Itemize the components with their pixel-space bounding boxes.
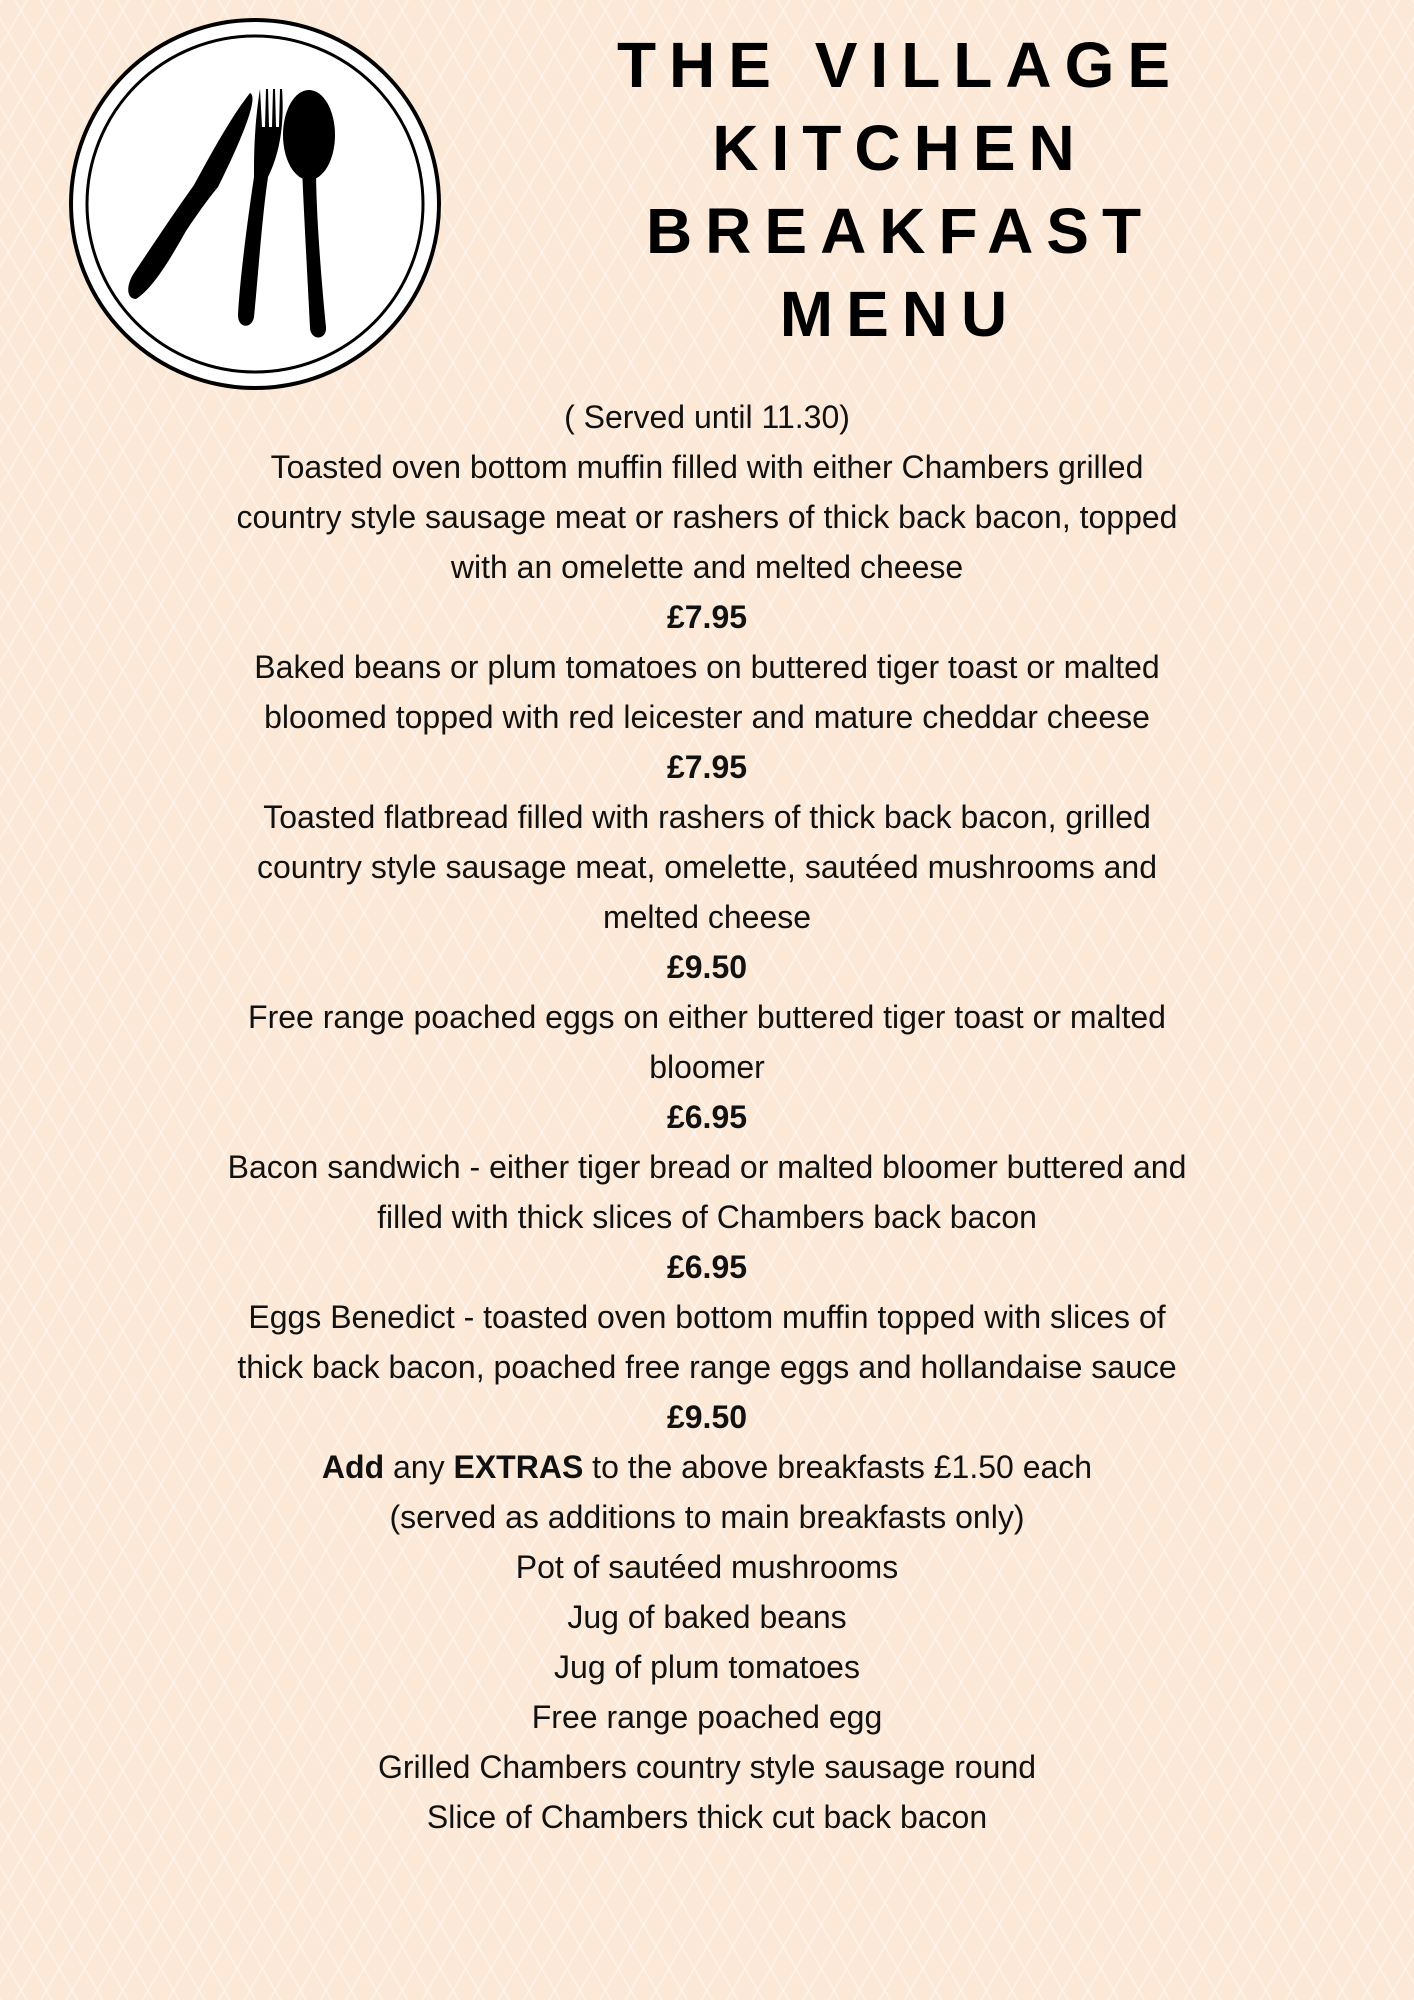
item-description: Baked beans or plum tomatoes on buttered tiger toast or malted [254, 649, 1160, 685]
item-description: bloomed topped with red leicester and mature cheddar cheese [264, 699, 1150, 735]
menu-item [107, 792, 1307, 992]
extra-item: Slice of Chambers thick cut back bacon [426, 1799, 988, 1835]
item-description: Eggs Benedict - toasted oven bottom muffin topped with slices of [248, 1299, 1166, 1335]
title-line: THE VILLAGE [616, 29, 1184, 101]
item-description: melted cheese [602, 899, 812, 935]
extras-add: Add [321, 1449, 385, 1485]
menu-item [107, 442, 1307, 642]
extra-item: Grilled Chambers country style sausage round [377, 1749, 1037, 1785]
title-line: MENU [779, 278, 1021, 350]
item-description: Toasted oven bottom muffin filled with either Chambers grilled [270, 449, 1144, 485]
cutlery-plate-logo [68, 17, 442, 391]
menu-item [107, 642, 1307, 792]
item-price: £7.95 [666, 599, 748, 635]
item-price: £6.95 [666, 1099, 748, 1135]
menu-item [107, 992, 1307, 1142]
item-price: £6.95 [666, 1249, 748, 1285]
item-description: Free range poached eggs on either buttered tiger toast or malted [248, 999, 1166, 1035]
item-description: bloomer [649, 1049, 765, 1085]
item-price: £9.50 [666, 1399, 748, 1435]
item-price: £9.50 [666, 949, 748, 985]
menu-item [107, 1292, 1307, 1442]
item-description: country style sausage meat, omelette, sautéed mushrooms and [256, 849, 1158, 885]
extra-item: Jug of baked beans [567, 1599, 847, 1635]
item-description: thick back bacon, poached free range eggs and hollandaise sauce [237, 1349, 1177, 1385]
item-description: Bacon sandwich - either tiger bread or malted bloomer buttered and [227, 1149, 1187, 1185]
item-description: country style sausage meat or rashers of thick back bacon, topped [236, 499, 1178, 535]
title-line: BREAKFAST [645, 195, 1155, 267]
plate-fork-knife-spoon-icon [68, 17, 442, 391]
menu-item [107, 1142, 1307, 1292]
item-description: with an omelette and melted cheese [450, 549, 964, 585]
item-description: Toasted flatbread filled with rashers of thick back bacon, grilled [263, 799, 1151, 835]
title-line: KITCHEN [712, 112, 1088, 184]
menu-body [107, 392, 1307, 1842]
item-price: £7.95 [666, 749, 748, 785]
menu-title [560, 24, 1240, 356]
item-description: filled with thick slices of Chambers back bacon [377, 1199, 1037, 1235]
extras-any: any [384, 1449, 454, 1485]
extras-rest: to the above breakfasts £1.50 each [583, 1449, 1093, 1485]
extra-item: Jug of plum tomatoes [554, 1649, 860, 1685]
extras-word: EXTRAS [453, 1449, 584, 1485]
extra-item: Pot of sautéed mushrooms [515, 1549, 899, 1585]
served-until: ( Served until 11.30) [564, 399, 850, 435]
extras-note: (served as additions to main breakfasts only) [389, 1499, 1025, 1535]
extras-heading [107, 1442, 1307, 1492]
extra-item: Free range poached egg [531, 1699, 883, 1735]
